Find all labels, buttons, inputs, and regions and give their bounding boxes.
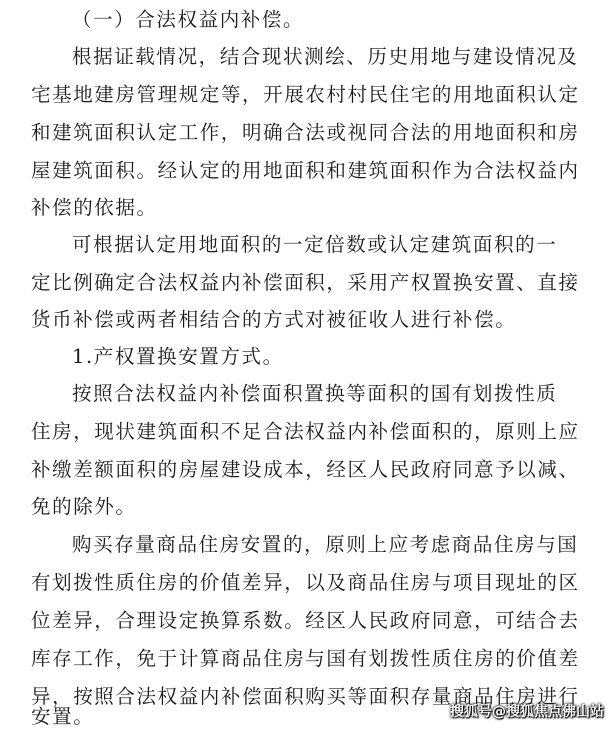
paragraph-4-line-4: 库存工作，免于计算商品住房与国有划拨性质住房的价值差 [31,647,580,670]
subsection-heading: 1.产权置换安置方式。 [72,345,284,368]
paragraph-3-line-1: 按照合法权益内补偿面积置换等面积的国有划拨性质 [72,382,558,405]
paragraph-2-line-1: 可根据认定用地面积的一定倍数或认定建筑面积的一 [72,233,558,256]
source-watermark: 搜狐号@搜狐焦点佛山站 [450,704,604,720]
paragraph-4-line-1: 购买存量商品住房安置的，原则上应考虑商品住房与国 [72,533,579,556]
paragraph-4-line-5: 异，按照合法权益内补偿面积购买等面积存量商品住房进行 [31,685,580,708]
section-heading: （一）合法权益内补偿。 [72,8,305,31]
paragraph-4-line-2: 有划拨性质住房的价值差异，以及商品住房与项目现址的区 [31,571,580,594]
paragraph-1-line-1: 根据证载情况，结合现状测绘、历史用地与建设情况及 [72,45,579,68]
paragraph-1-line-3: 和建筑面积认定工作，明确合法或视同合法的用地面积和房 [31,121,580,144]
paragraph-2-line-3: 货币补偿或两者相结合的方式对被征收人进行补偿。 [31,308,517,331]
paragraph-1-line-4: 屋建筑面积。经认定的用地面积和建筑面积作为合法权益内 [31,159,580,182]
paragraph-1-line-5: 补偿的依据。 [31,196,158,219]
paragraph-3-line-2: 住房，现状建筑面积不足合法权益内补偿面积的，原则上应 [31,420,580,443]
paragraph-1-line-2: 宅基地建房管理规定等，开展农村村民住宅的用地面积认定 [31,83,580,106]
paragraph-4-line-3: 位差异，合理设定换算系数。经区人民政府同意，可结合去 [31,609,580,632]
paragraph-2-line-2: 定比例确定合法权益内补偿面积，采用产权置换安置、直接 [31,271,580,294]
paragraph-3-line-4: 免的除外。 [31,495,137,518]
paragraph-4-line-6: 安置。 [31,705,95,728]
paragraph-3-line-3: 补缴差额面积的房屋建设成本，经区人民政府同意予以减、 [31,458,580,481]
